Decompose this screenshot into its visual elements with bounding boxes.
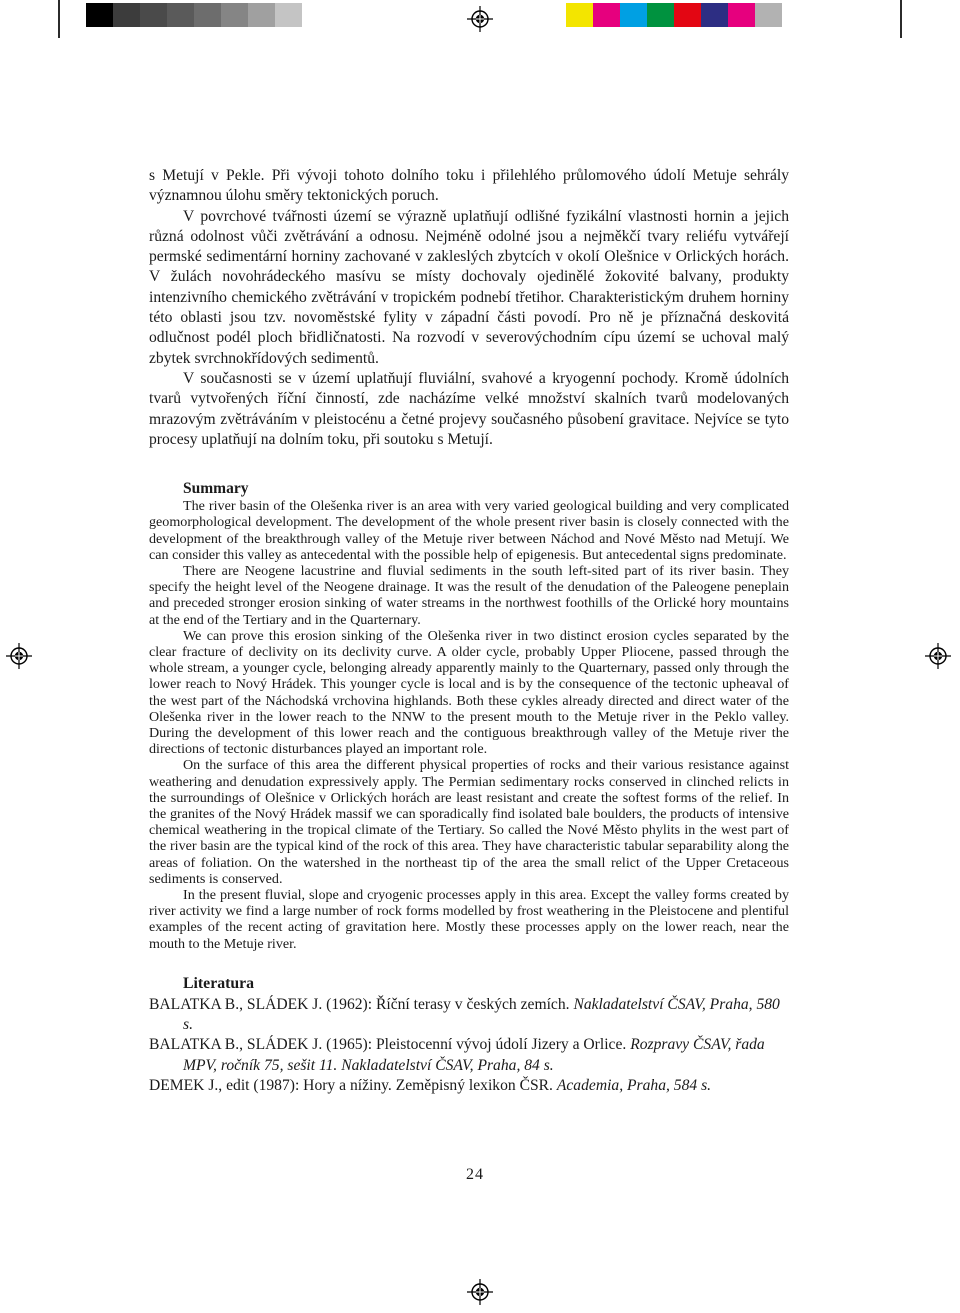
reference-publisher: Rozpravy ČSAV, řada MPV, ročník 75, sešit 11. Nakladatelství ČSAV, Praha, 84 s.: [183, 1036, 765, 1074]
swatch: [674, 3, 701, 27]
swatch: [140, 3, 167, 27]
summary-paragraph: In the present fluvial, slope and cryogenic processes apply in this area. Except the valley forms created by river activity we find a large number of rock forms modelled by frost weathering in the Pleistocene and plentiful examples of the recent acting of gravitation here. Mostly these processes apply on the lower reach, near the mouth to the Metuje river.: [149, 887, 789, 952]
registration-mark-icon: [6, 643, 32, 669]
paragraph: V povrchové tvářnosti území se výrazně uplatňují odlišné fyzikální vlastnosti hornin a jejich různá odolnost vůči zvětrávání a odnosu. Nejméně odolné jsou a nejměkčí tvary reliéfu vytvářejí permské sedimentární horniny zachované v zakleslých zbytcích v okolí Olešnice v Orlických horách. V žulách novohrádeckého masívu se místy dochovaly ojedinělé žokovité balvany, produkty intenzivního chemického zvětrávání v tropickém podnebí třetihor. Charakteristickým druhem horniny této oblasti jsou tzv. novoměstské fylity v západní části povodí. Pro ně je příznačná deskovitá odlučnost podél ploch břidličnatosti. Na rozvodí v severovýchodním cípu území se uchoval malý zbytek svrchnokřídových sedimentů.: [149, 207, 789, 367]
paragraph: V současnosti se v území uplatňují fluviální, svahové a kryogenní pochody. Kromě údolních tvarů vytvořených říční činností, zde nacházíme velké množství skalních tvarů modelovaných mrazovým zvětráváním v pleistocénu a četné projevy současného působení gravitace. Nejvíce se tyto procesy uplatňují na dolním toku, při soutoku s Metují.: [149, 369, 789, 448]
reference-publisher: Academia, Praha, 584 s.: [556, 1077, 712, 1095]
summary-paragraph: We can prove this erosion sinking of the Olešenka river in two distinct erosion cycles separated by the clear fracture of declivity on its declivity curve. A older cycle, probably Upper Pliocene, passed through the whole stream, a younger cycle, belonging already apparently mainly to the Quarternary, passed only through the lower reach to Nový Hrádek. This younger cycle is local and is by the consequence of the tectonic upheaval of the west part of the Náchodská vrchovina highlands. Both these cykles already directed and direct water of the Olešenka river in the lower reach to the NNW to the present mouth to the Metuje river in the Peklo valley. During the development of this lower reach and the contiguous breakthrough valley of the Metuje river the directions of tectonic disturbances played an important role.: [149, 627, 789, 758]
swatch: [221, 3, 248, 27]
process-color-bar: [566, 3, 782, 27]
swatch: [566, 3, 593, 27]
reference-item: [149, 1035, 789, 1076]
swatch: [248, 3, 275, 27]
swatch: [647, 3, 674, 27]
page-content: [149, 166, 789, 1096]
reference-title: BALATKA B., SLÁDEK J. (1962): Říční terasy v českých zemích.: [149, 995, 570, 1013]
page-number: 24: [466, 1166, 484, 1183]
swatch: [701, 3, 728, 27]
reference-item: [149, 995, 789, 1036]
swatch: [113, 3, 140, 27]
summary-paragraph: The river basin of the Olešenka river is an area with very varied geological building and very complicated geomorphological development. The development of the whole present river basin is closely connected with the development of the breakthrough valley of the Metuje river between Náchod and Nové Město nad Metují. We can consider this valley as antecedental with the possible help of epigenesis. But antecedental signs predominate.: [149, 498, 789, 563]
summary-heading: Summary: [183, 480, 249, 498]
reference-title: DEMEK J., edit (1987): Hory a nížiny. Zeměpisný lexikon ČSR.: [149, 1077, 553, 1095]
reference-title: BALATKA B., SLÁDEK J. (1965): Pleistocenní vývoj údolí Jizery a Orlice.: [149, 1036, 627, 1054]
swatch: [86, 3, 113, 27]
swatch: [593, 3, 620, 27]
reference-publisher: Nakladatelství ČSAV, Praha, 580 s.: [183, 995, 780, 1034]
registration-mark-icon: [467, 1279, 493, 1305]
swatch: [275, 3, 302, 27]
summary-paragraph: There are Neogene lacustrine and fluvial sediments in the south left-sited part of its river basin. They specify the height level of the Neogene drainage. It was the result of the denudation of the Paleogene peneplain and preceded stronger erosion sinking of water streams in the northwest foothills of the Orlické hory mountains at the end of the Tertiary and in the Quarternary.: [149, 562, 789, 628]
registration-mark-icon: [467, 6, 493, 32]
reference-item: [149, 1076, 789, 1096]
literature-heading: Literatura: [183, 974, 255, 992]
crop-mark-line: [58, 0, 60, 38]
swatch: [620, 3, 647, 27]
swatch: [755, 3, 782, 27]
czech-body-text: [149, 166, 789, 450]
summary-section: [149, 480, 789, 952]
swatch: [728, 3, 755, 27]
registration-mark-icon: [925, 643, 951, 669]
summary-paragraph: On the surface of this area the different physical properties of rocks and their various resistance against weathering and denudation expressively apply. The Permian sedimentary rocks conserved in clinched relicts in the surroundings of Olešnice v Orlických horách are least resistant and create the softest forms of the relief. In the granites of the Nový Hrádek massif we can sporadically find isolated bale boulders, the products of intensive chemical weathering in the tropical climate of the Tertiary. So called the Nové Město phylits in the west part of the river basin are the typical kind of the rock of this area. They have characteristic tabular separability along the areas of foliation. On the watershed in the northeast tip of the area the small relict of the Upper Cretaceous sediments is conserved.: [149, 757, 789, 887]
literature-section: [149, 974, 789, 1096]
crop-mark-line: [900, 0, 902, 38]
swatch: [167, 3, 194, 27]
swatch: [194, 3, 221, 27]
grayscale-color-bar: [86, 3, 302, 27]
paragraph: s Metují v Pekle. Při vývoji tohoto dolního toku i přilehlého průlomového údolí Metuje sehrály významnou úlohu směry tektonických poruch.: [149, 167, 789, 205]
